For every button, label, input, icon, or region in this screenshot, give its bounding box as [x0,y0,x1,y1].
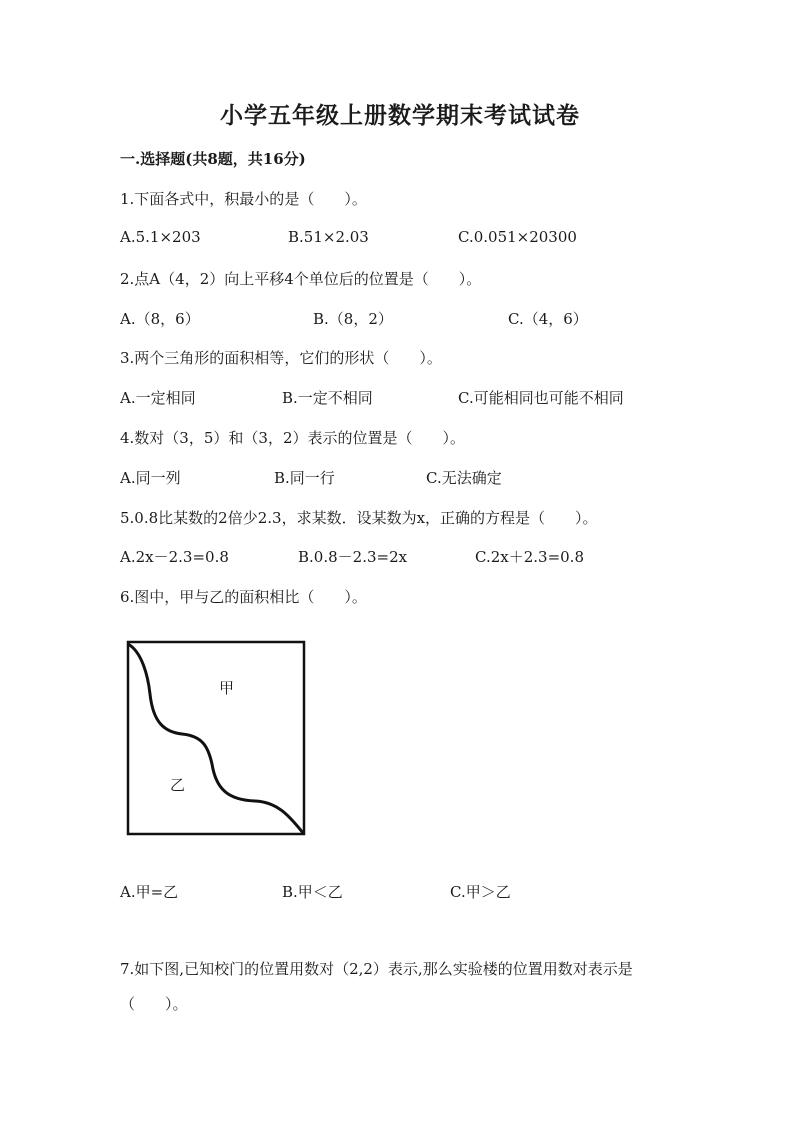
question-7-stem: 7.如下图,已知校门的位置用数对（2,2）表示,那么实验楼的位置用数对表示是 [120,960,633,978]
question-5-option-c: C.2x＋2.3=0.8 [475,548,584,566]
question-1-option-c: C.0.051×20300 [458,228,577,246]
question-5-option-b: B.0.8－2.3=2x [298,548,408,566]
question-4-option-a: A.同一列 [120,469,181,487]
question-3-option-c: C.可能相同也可能不相同 [458,389,624,407]
question-2-option-b: B.（8，2） [313,310,393,328]
question-5-option-a: A.2x－2.3=0.8 [120,548,229,566]
question-6-stem: 6.图中，甲与乙的面积相比（ ）。 [120,588,367,606]
figure-dividing-curve [128,644,304,834]
figure-square [128,642,304,834]
question-1-option-a: A.5.1×203 [120,228,201,246]
question-6-option-b: B.甲＜乙 [282,883,343,901]
question-4-option-b: B.同一行 [274,469,335,487]
question-3-stem: 3.两个三角形的面积相等，它们的形状（ ）。 [120,349,442,367]
question-3-option-a: A.一定相同 [120,389,196,407]
exam-title: 小学五年级上册数学期末考试试卷 [220,102,580,129]
section-heading: 一.选择题(共8题，共16分) [120,150,306,168]
question-5-stem: 5.0.8比某数的2倍少2.3，求某数．设某数为x，正确的方程是（ ）。 [120,509,598,527]
question-4-option-c: C.无法确定 [426,469,502,487]
figure-label-jia: 甲 [219,679,235,697]
question-1-stem: 1.下面各式中，积最小的是（ ）。 [120,190,367,208]
question-2-option-c: C.（4，6） [508,310,588,328]
area-comparison-figure [120,634,315,844]
figure-drawing [120,634,315,844]
question-2-option-a: A.（8，6） [120,310,200,328]
question-4-stem: 4.数对（3，5）和（3，2）表示的位置是（ ）。 [120,429,465,447]
question-7-stem-continued: （ ）。 [120,995,188,1013]
question-3-option-b: B.一定不相同 [282,389,373,407]
question-6-option-a: A.甲=乙 [120,883,179,901]
question-1-option-b: B.51×2.03 [288,228,369,246]
question-6-option-c: C.甲＞乙 [450,883,511,901]
question-2-stem: 2.点A（4，2）向上平移4个单位后的位置是（ ）。 [120,270,482,288]
figure-label-yi: 乙 [170,776,186,794]
